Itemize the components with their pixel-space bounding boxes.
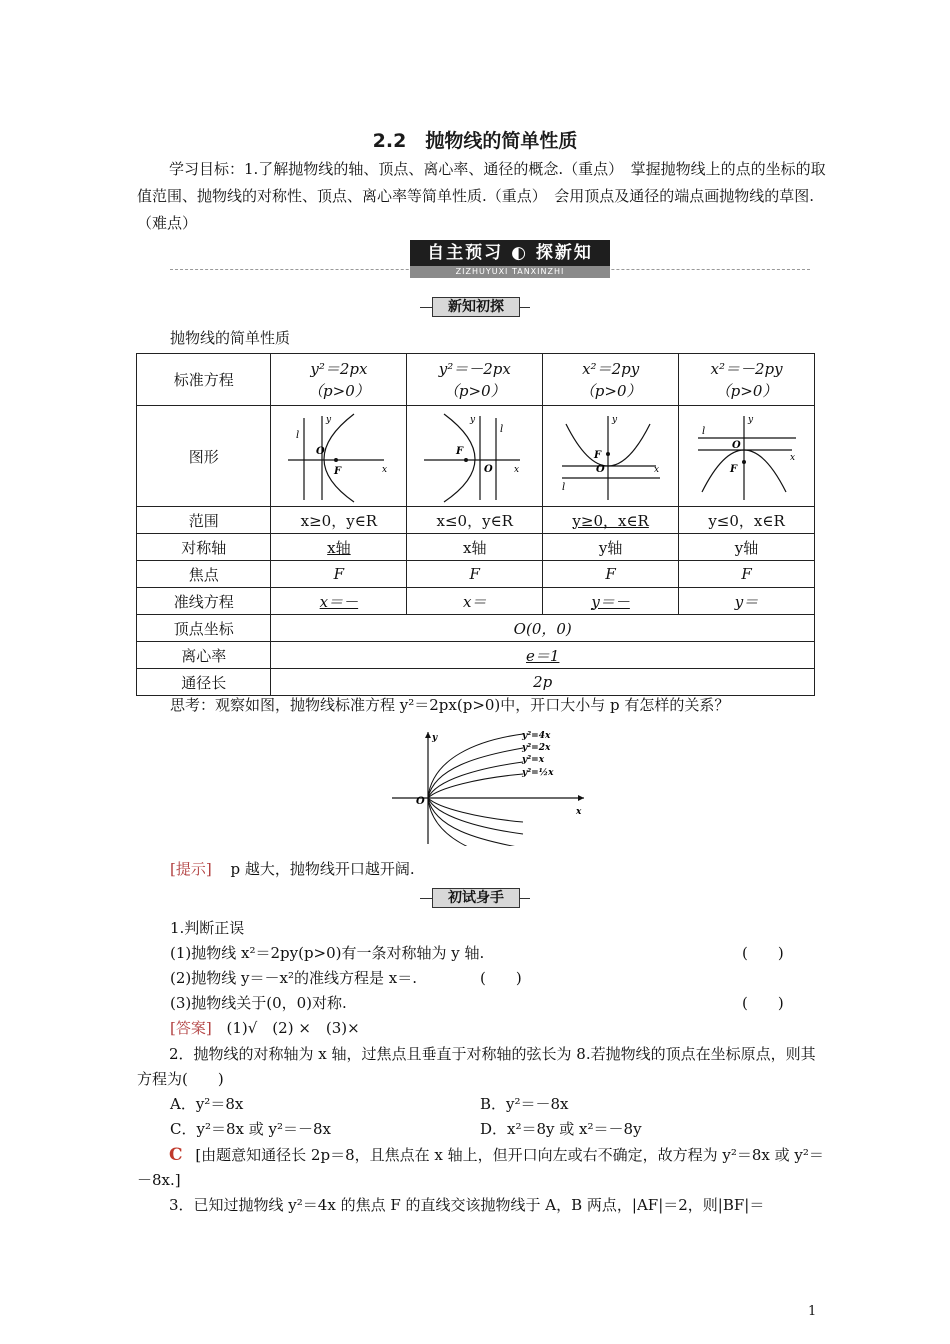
curve-label: y²=½x <box>522 768 554 778</box>
learning-goals: 学习目标：1.了解抛物线的轴、顶点、离心率、通径的概念.（重点） 掌握抛物线上的点的坐标的取值范围、抛物线的对称性、顶点、离心率等简单性质.（重点） 会用顶点及通径的端点画抛物线的草图.（难点） <box>137 160 826 232</box>
origin-label: O <box>483 464 493 475</box>
x-axis-label: x <box>576 807 582 817</box>
y-axis-label: y <box>469 415 475 425</box>
table-row <box>137 588 815 615</box>
table-cell: y轴 <box>543 534 679 561</box>
q3-text: 3．已知过抛物线 y²＝4x 的焦点 F 的直线交该抛物线于 A，B 两点，|AF|＝2，则|BF|＝ <box>169 1196 765 1214</box>
q1-answer <box>170 1017 360 1039</box>
answer-text: (1)√ (2) × (3)× <box>226 1019 360 1037</box>
table-cell: F <box>543 561 679 588</box>
hint-tag: [提示] <box>170 860 212 878</box>
parabola-down-graph <box>692 408 802 504</box>
hint-text: p 越大，抛物线开口越开阔. <box>230 860 415 878</box>
section-heading-label: 初试身手 <box>432 888 520 908</box>
table-cell: y≥0，x∈R <box>543 507 679 534</box>
equation: x²＝2py <box>582 359 640 378</box>
row-label: 对称轴 <box>137 534 271 561</box>
row-label: 图形 <box>137 406 271 507</box>
table-cell: x＝－ <box>271 588 407 615</box>
table-cell: x＝ <box>407 588 543 615</box>
answer-text: [由题意知通径长 2p＝8，且焦点在 x 轴上，但开口向左或右不确定，故方程为 y²＝8x 或 y²＝－8x.] <box>137 1146 824 1189</box>
focus-label: F <box>455 446 463 457</box>
row-label: 离心率 <box>137 642 271 669</box>
table-cell <box>543 354 679 406</box>
table-cell: e＝1 <box>271 642 815 669</box>
q1-title: 1.判断正误 <box>170 919 245 937</box>
table-caption: 抛物线的简单性质 <box>170 329 291 347</box>
condition: （p>0） <box>308 381 370 400</box>
answer-letter: C <box>169 1145 183 1165</box>
table-row <box>137 534 815 561</box>
curve-label: y²=2x <box>522 743 551 753</box>
row-label: 通径长 <box>137 669 271 696</box>
q2-option-d: D．x²＝8y 或 x²＝－8y <box>480 1120 642 1138</box>
row-label: 标准方程 <box>137 354 271 406</box>
table-cell <box>679 354 815 406</box>
hint-line <box>170 858 415 880</box>
q1-item: (3)抛物线关于(0，0)对称. <box>170 994 347 1012</box>
section-heading-new-knowledge <box>420 295 530 319</box>
table-row <box>137 669 815 696</box>
answer-paren: ( ) <box>480 969 522 987</box>
condition: （p>0） <box>443 381 506 400</box>
graph-cell <box>543 406 679 507</box>
answer-paren: ( ) <box>742 944 784 962</box>
equation: x²＝－2py <box>710 359 783 378</box>
x-axis-label: x <box>653 465 659 475</box>
y-axis-label: y <box>747 415 753 425</box>
row-label: 焦点 <box>137 561 271 588</box>
table-row <box>137 406 815 507</box>
table-cell: x轴 <box>407 534 543 561</box>
condition: （p>0） <box>715 381 778 400</box>
q2-option-b: B．y²＝－8x <box>480 1095 569 1113</box>
parabola-right-graph <box>284 408 394 504</box>
table-row <box>137 642 815 669</box>
row-label: 顶点坐标 <box>137 615 271 642</box>
banner-subtitle: ZIZHUYUXI TANXINZHI <box>410 266 610 278</box>
table-cell <box>407 354 543 406</box>
graph-cell <box>407 406 543 507</box>
directrix-label: l <box>701 426 705 437</box>
table-cell: F <box>407 561 543 588</box>
focus-label: F <box>333 466 341 477</box>
table-cell <box>271 354 407 406</box>
table-row <box>137 354 815 406</box>
origin-label: O <box>731 440 741 451</box>
directrix-label: l <box>499 424 503 435</box>
section-heading-label: 新知初探 <box>432 297 520 317</box>
graph-cell <box>271 406 407 507</box>
page-number: 1 <box>808 1304 817 1319</box>
y-axis-label: y <box>432 733 438 743</box>
focus-label: F <box>593 450 601 461</box>
parabola-up-graph <box>556 408 666 504</box>
origin-label: O <box>416 796 425 807</box>
table-cell: x≥0，y∈R <box>271 507 407 534</box>
x-axis-label: x <box>513 465 519 475</box>
q1-item: (2)抛物线 y＝－x²的准线方程是 x＝. <box>170 969 417 987</box>
q2-text: 2．抛物线的对称轴为 x 轴，过焦点且垂直于对称轴的弦长为 8.若抛物线的顶点在坐标原点，则其方程为( ) <box>137 1045 816 1088</box>
x-axis-label: x <box>381 465 387 475</box>
curve-label: y²=x <box>522 755 545 765</box>
table-row <box>137 561 815 588</box>
y-axis-label: y <box>325 415 331 425</box>
section-banner <box>410 240 610 278</box>
graph-cell <box>679 406 815 507</box>
parabola-family-figure <box>388 728 588 846</box>
table-cell: F <box>679 561 815 588</box>
table-row <box>137 507 815 534</box>
parabola-left-graph <box>420 408 530 504</box>
table-cell: y＝ <box>679 588 815 615</box>
row-label: 准线方程 <box>137 588 271 615</box>
curve-label: y²=4x <box>522 731 551 741</box>
q2-answer <box>137 1143 827 1193</box>
table-cell: F <box>271 561 407 588</box>
equation: y²＝－2px <box>438 359 511 378</box>
banner-title: 自主预习 ◐ 探新知 <box>410 240 610 266</box>
origin-label: O <box>595 464 605 475</box>
q2-option-a: A．y²＝8x <box>170 1095 244 1113</box>
origin-label: O <box>315 446 325 457</box>
table-cell: 2p <box>271 669 815 696</box>
q1-item: (1)抛物线 x²＝2py(p>0)有一条对称轴为 y 轴. <box>170 944 485 962</box>
answer-paren: ( ) <box>742 994 784 1012</box>
think-question: 思考：观察如图，抛物线标准方程 y²＝2px(p>0)中，开口大小与 p 有怎样的关系？ <box>170 696 730 714</box>
equation: y²＝2px <box>310 359 368 378</box>
x-axis-label: x <box>789 453 795 463</box>
directrix-label: l <box>295 430 300 441</box>
focus-label: F <box>729 464 737 475</box>
q2-option-c: C．y²＝8x 或 y²＝－8x <box>170 1120 331 1138</box>
table-cell: y≤0，x∈R <box>679 507 815 534</box>
condition: （p>0） <box>579 381 642 400</box>
table-cell: O(0，0) <box>271 615 815 642</box>
table-cell: y轴 <box>679 534 815 561</box>
row-label: 范围 <box>137 507 271 534</box>
table-cell: x轴 <box>271 534 407 561</box>
directrix-label: l <box>561 482 565 493</box>
properties-table <box>136 353 815 696</box>
page-title: 2.2 抛物线的简单性质 <box>372 130 578 152</box>
y-axis-label: y <box>611 415 617 425</box>
table-cell: x≤0，y∈R <box>407 507 543 534</box>
answer-tag: [答案] <box>170 1019 212 1037</box>
table-cell: y＝－ <box>543 588 679 615</box>
table-row <box>137 615 815 642</box>
section-heading-practice <box>420 886 530 910</box>
